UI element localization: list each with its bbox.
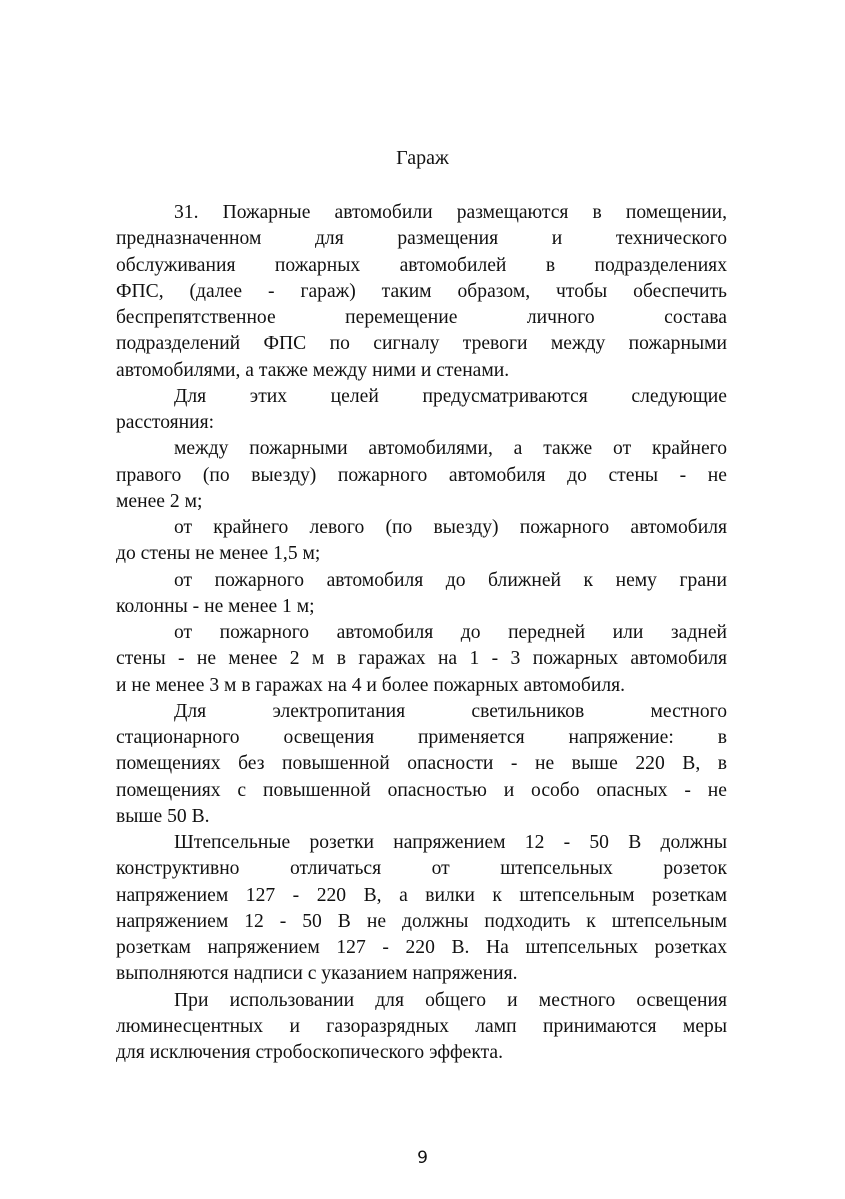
text-line: стационарного освещения применяется напряжение: в bbox=[116, 727, 727, 748]
paragraph bbox=[116, 515, 727, 568]
text-line: ФПС, (далее - гараж) таким образом, чтобы обеспечить bbox=[116, 280, 727, 302]
text-line: обслуживания пожарных автомобилей в подразделениях bbox=[116, 254, 727, 276]
section-title: Гараж bbox=[396, 147, 449, 169]
text-line: от пожарного автомобиля до ближней к нему грани bbox=[174, 569, 727, 591]
text-line: Для этих целей предусматриваются следующие bbox=[174, 385, 727, 407]
text-line: напряжением 127 - 220 В, а вилки к штепсельным розеткам bbox=[116, 884, 727, 906]
paragraph bbox=[116, 699, 727, 830]
text-line: розеткам напряжением 127 - 220 В. На штепсельных розетках bbox=[116, 937, 727, 958]
text-line: для исключения стробоскопического эффекта. bbox=[116, 1042, 504, 1063]
text-line: При использовании для общего и местного освещения bbox=[174, 989, 727, 1011]
text-line: автомобилями, а также между ними и стенами. bbox=[116, 359, 510, 381]
paragraph bbox=[116, 988, 727, 1067]
text-line: выполняются надписи с указанием напряжения. bbox=[116, 963, 518, 985]
paragraph bbox=[116, 568, 727, 621]
text-line: расстояния: bbox=[116, 412, 215, 433]
text-line: подразделений ФПС по сигналу тревоги между пожарными bbox=[116, 333, 727, 355]
text-line: колонны - не менее 1 м; bbox=[116, 595, 315, 617]
document-body bbox=[116, 200, 727, 1066]
text-line: и не менее 3 м в гаражах на 4 и более пожарных автомобиля. bbox=[116, 674, 626, 696]
text-line: стены - не менее 2 м в гаражах на 1 - 3 пожарных автомобиля bbox=[116, 648, 727, 670]
page-number: 9 bbox=[417, 1148, 428, 1168]
paragraph bbox=[116, 620, 727, 699]
text-line: Штепсельные розетки напряжением 12 - 50 В должны bbox=[174, 832, 727, 853]
text-line: выше 50 В. bbox=[116, 805, 210, 827]
text-line: правого (по выезду) пожарного автомобиля до стены - не bbox=[116, 464, 727, 486]
text-line: 31. Пожарные автомобили размещаются в помещении, bbox=[174, 202, 727, 223]
paragraph bbox=[116, 830, 727, 988]
paragraph bbox=[116, 200, 727, 384]
text-line: предназначенном для размещения и технического bbox=[116, 228, 727, 250]
text-line: Для электропитания светильников местного bbox=[174, 700, 727, 722]
text-line: менее 2 м; bbox=[116, 490, 203, 512]
paragraph bbox=[116, 436, 727, 515]
text-line: беспрепятственное перемещение личного состава bbox=[116, 307, 727, 328]
text-line: между пожарными автомобилями, а также от крайнего bbox=[174, 438, 727, 460]
paragraph bbox=[116, 384, 727, 437]
text-line: люминесцентных и газоразрядных ламп принимаются меры bbox=[116, 1015, 727, 1037]
text-line: помещениях без повышенной опасности - не выше 220 В, в bbox=[116, 753, 727, 775]
text-line: конструктивно отличаться от штепсельных розеток bbox=[116, 858, 727, 880]
text-line: от крайнего левого (по выезду) пожарного автомобиля bbox=[174, 517, 727, 538]
text-line: помещениях с повышенной опасностью и особо опасных - не bbox=[116, 779, 727, 801]
text-line: напряжением 12 - 50 В не должны подходить к штепсельным bbox=[116, 910, 727, 932]
text-line: до стены не менее 1,5 м; bbox=[116, 543, 321, 565]
text-line: от пожарного автомобиля до передней или задней bbox=[174, 622, 727, 643]
